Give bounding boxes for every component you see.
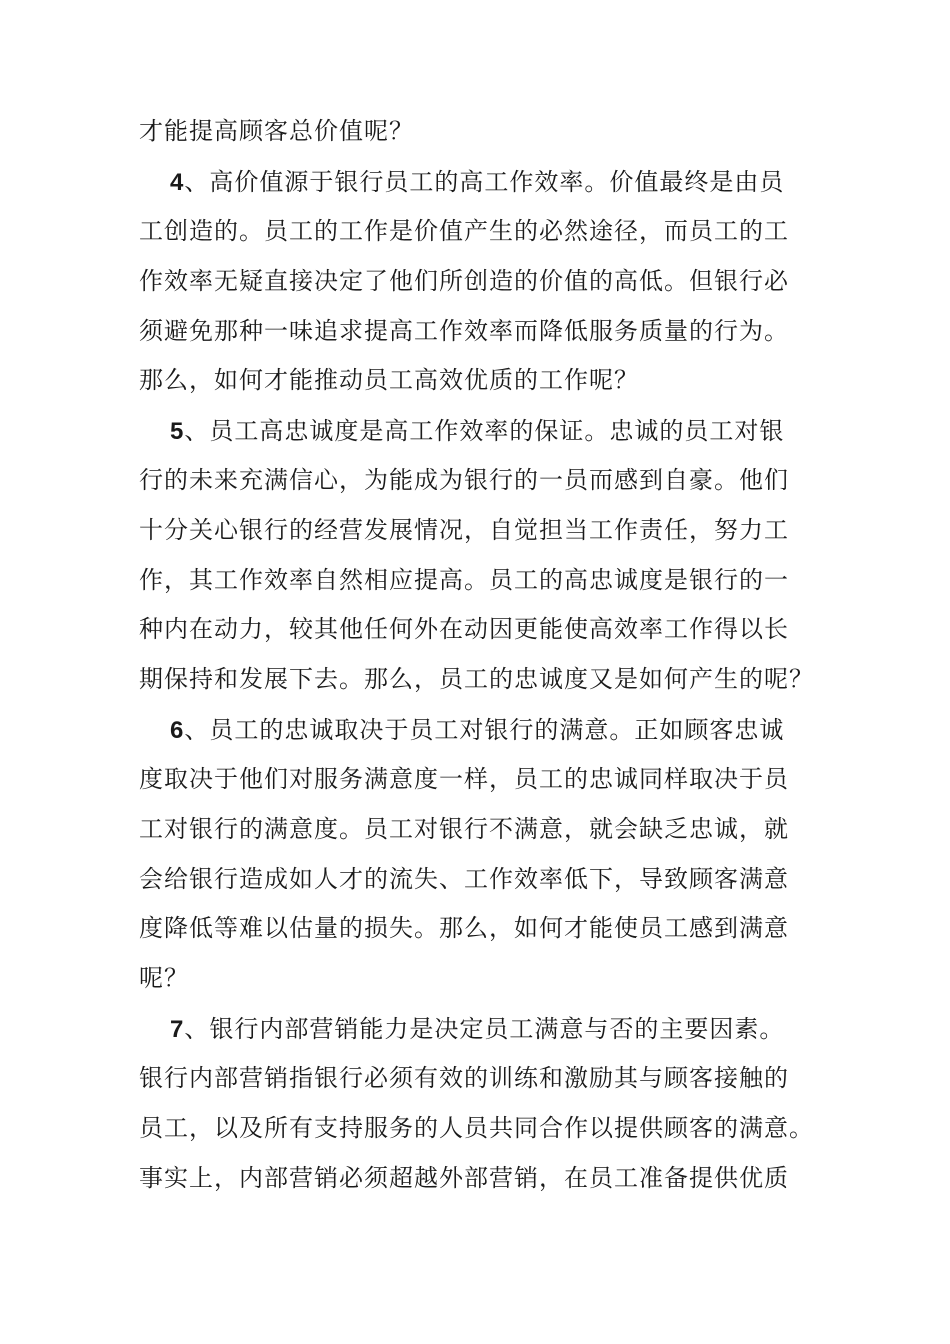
text-line: 种内在动力，较其他任何外在动因更能使高效率工作得以长 xyxy=(139,615,789,643)
text-line: 度降低等难以估量的损失。那么，如何才能使员工感到满意 xyxy=(139,914,789,942)
paragraph-number: 6 xyxy=(170,717,185,744)
paragraph-7-first-line xyxy=(170,1011,870,1047)
paragraph-number: 7 xyxy=(170,1016,185,1043)
paragraph-5-first-line xyxy=(170,413,870,449)
text-line: 呢？ xyxy=(139,964,189,992)
text-line: 、员工的忠诚取决于员工对银行的满意。正如顾客忠诚 xyxy=(184,716,785,744)
text-line: 期保持和发展下去。那么，员工的忠诚度又是如何产生的呢？ xyxy=(139,665,814,693)
text-line: 须避免那种一味追求提高工作效率而降低服务质量的行为。 xyxy=(139,317,789,345)
text-line: 会给银行造成如人才的流失、工作效率低下，导致顾客满意 xyxy=(139,865,789,893)
text-line: 作，其工作效率自然相应提高。员工的高忠诚度是银行的一 xyxy=(139,566,789,594)
text-line: 作效率无疑直接决定了他们所创造的价值的高低。但银行必 xyxy=(139,267,789,295)
text-line: 工创造的。员工的工作是价值产生的必然途径，而员工的工 xyxy=(139,217,789,245)
text-line: 度取决于他们对服务满意度一样，员工的忠诚同样取决于员 xyxy=(139,765,789,793)
text-line: 十分关心银行的经营发展情况，自觉担当工作责任，努力工 xyxy=(139,516,789,544)
text-line: 、高价值源于银行员工的高工作效率。价值最终是由员 xyxy=(184,168,785,196)
paragraph-number: 5 xyxy=(170,418,185,445)
paragraph-number: 4 xyxy=(170,169,185,196)
text-line: 行的未来充满信心，为能成为银行的一员而感到自豪。他们 xyxy=(139,466,789,494)
paragraph-6-first-line xyxy=(170,712,870,748)
text-line: 事实上，内部营销必须超越外部营销，在员工准备提供优质 xyxy=(139,1164,789,1192)
text-line: 、银行内部营销能力是决定员工满意与否的主要因素。 xyxy=(184,1015,785,1043)
text-line: 银行内部营销指银行必须有效的训练和激励其与顾客接触的 xyxy=(139,1064,789,1092)
text-line: 才能提高顾客总价值呢？ xyxy=(139,117,414,145)
text-line: 那么，如何才能推动员工高效优质的工作呢？ xyxy=(139,366,639,394)
text-line: 员工，以及所有支持服务的人员共同合作以提供顾客的满意。 xyxy=(139,1114,814,1142)
paragraph-4-first-line xyxy=(170,164,870,200)
text-line: 工对银行的满意度。员工对银行不满意，就会缺乏忠诚，就 xyxy=(139,815,789,843)
text-line: 、员工高忠诚度是高工作效率的保证。忠诚的员工对银 xyxy=(184,417,785,445)
